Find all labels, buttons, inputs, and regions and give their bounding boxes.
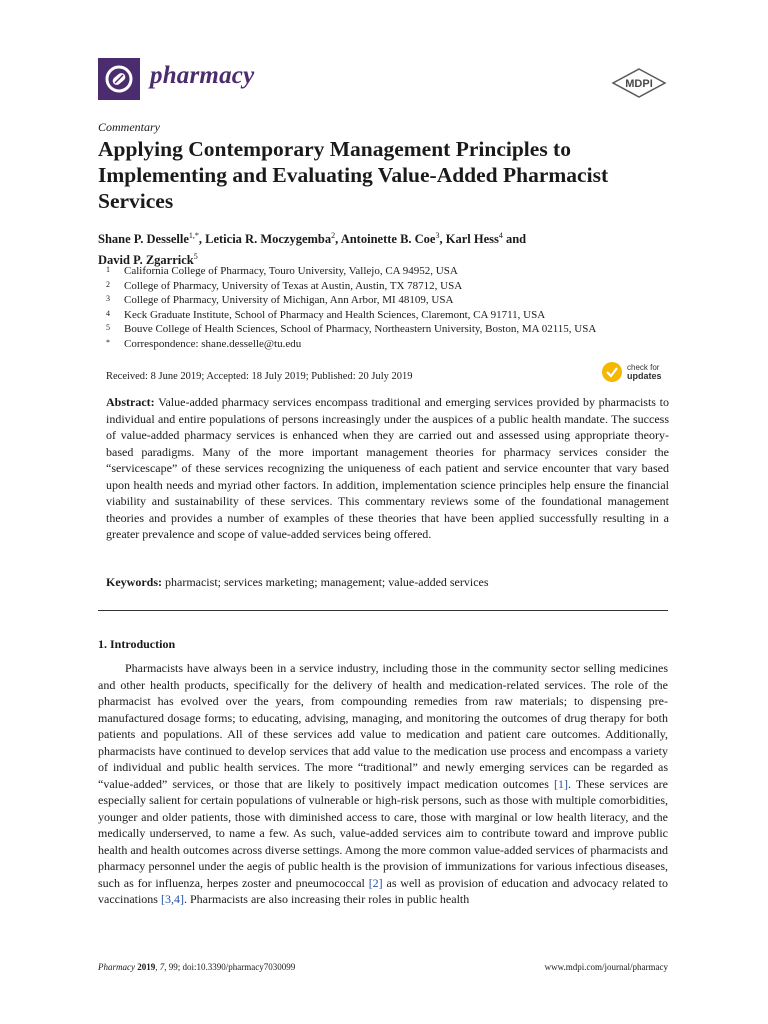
affiliation-number: 5 [106,323,110,332]
affiliation-list [98,264,678,351]
affiliation-number: 3 [106,294,110,303]
affiliation-row [98,337,678,352]
publication-dates: Received: 8 June 2019; Accepted: 18 July 2019; Published: 20 July 2019 [106,371,413,382]
affiliation-number: 2 [106,279,110,289]
footer-journal: Pharmacy [98,962,135,972]
footer-citation: Pharmacy 2019, 7, 99; doi:10.3390/pharmacy7030099 [98,962,296,972]
affiliation-row [98,293,678,308]
affiliation-row [98,279,678,294]
citation-link-2[interactable]: [2] [368,875,383,890]
intro-text-part1: Pharmacists have always been in a service industry, including those in the community sector selling medicines and other health products, specifically for the delivery of health and medication-related services. The role of the pharmacist has evolved over the years, from compounding remedies from raw materials; to dispensing pre-manufactured dosage forms; to educating, advising, managing, and monitoring the outcomes of drug therapy for both patients and populations. All of these services add value to medication and patient care outcomes. Additionally, pharmacists have continued to develop services that add value to the medication use process and encompass a variety of individual and public health services. The more “traditional” and newly emerging services can be regarded as “value-added” services, or those that are likely to positively impact medication outcomes [98,661,668,791]
affiliation-row [98,308,678,323]
journal-name: pharmacy [150,62,255,89]
affiliation-text: Bouve College of Health Sciences, School of Pharmacy, Northeastern University, Boston, MA 02115, USA [124,323,597,335]
author-name: Leticia R. Moczygemba [205,232,332,247]
affiliation-row [98,264,678,279]
author-affiliation-marker: 1,* [188,231,199,240]
intro-text-part4: . Pharmacists are also increasing their roles in public health [183,892,470,906]
author-separator: , [198,232,206,247]
affiliation-row [98,322,678,337]
intro-text-part3: as well as provision of education and advocacy related to vaccinations [98,875,668,906]
affiliation-number: 4 [106,308,110,318]
author-affiliation-marker: 2 [331,231,336,240]
check-for-updates-icon [601,361,623,383]
journal-logo-icon [98,58,140,100]
author-affiliation-marker: 5 [193,252,198,262]
footer-pages: 99; doi:10.3390/pharmacy7030099 [168,962,296,972]
check-for-updates-badge[interactable] [601,361,662,383]
check-updates-line1: check for [627,363,660,372]
keywords-label: Keywords: [106,575,162,589]
affiliation-number: * [106,337,110,347]
section-heading-introduction: 1. Introduction [98,637,176,651]
affiliation-text: Correspondence: shane.desselle@tu.edu [124,337,302,350]
section-divider [98,610,668,611]
introduction-paragraph [98,660,668,908]
author-name: Shane P. Desselle [98,232,189,247]
keywords [106,574,669,590]
affiliation-text: California College of Pharmacy, Touro University, Vallejo, CA 94952, USA [124,265,458,277]
footer-journal-url[interactable]: www.mdpi.com/journal/pharmacy [544,962,668,972]
affiliation-text: Keck Graduate Institute, School of Pharmacy and Health Sciences, Claremont, CA 91711, USA [124,308,546,321]
mdpi-logo-icon [611,68,667,98]
author-name: Karl Hess [445,232,499,247]
article-title: Applying Contemporary Management Principles to Implementing and Evaluating Value-Added Pharmacist Services [98,137,609,213]
author-affiliation-marker: 4 [498,231,503,240]
affiliation-text: College of Pharmacy, University of Michigan, Ann Arbor, MI 48109, USA [124,294,454,306]
keywords-text: pharmacist; services marketing; management; value-added services [165,575,489,589]
author-separator: , [335,232,341,247]
citation-link-3-4[interactable]: [3,4] [160,892,184,906]
citation-link-1[interactable]: [1] [553,776,568,791]
mdpi-logo-text: MDPI [625,78,653,90]
affiliation-text: College of Pharmacy, University of Texas at Austin, Austin, TX 78712, USA [124,279,463,292]
author-separator: , [439,232,446,247]
article-type: Commentary [98,120,160,134]
footer-volume: 7 [159,962,165,972]
abstract [106,394,669,543]
intro-text-part2: . These services are especially salient for certain populations of vulnerable or high-risk persons, such as those with multiple comorbidities, younger and older patients, those with diminished access to care, those with marginal or low health literacy, and the medically underserved, to name a few. As such, value-added services aim to contribute toward and improve public health and health outcomes across diverse settings. Among the more common value-added services of pharmacists and pharmacy personnel under the aegis of public health is the provision of immunizations for various infectious diseases, such as for influenza, herpes zoster and pneumococcal [98,776,668,890]
author-name: David P. Zgarrick [98,253,194,268]
abstract-label: Abstract: [106,395,155,409]
author-affiliation-marker: 3 [435,231,440,240]
abstract-text: Value-added pharmacy services encompass traditional and emerging services provided by pharmacists to individual and entire populations of persons increasingly under the auspices of a public health mandate. The success of value-added pharmacy services is enhanced when they are carried out and assessed using appropriate theory-based paradigms. Many of the more important management theories for pharmacy services consider the “servicescape” of these services recognizing the uniqueness of each patient and service encounter that vary based upon health needs and myriad other factors. In addition, implementation science principles help ensure the financial viability and sustainability of these services. This commentary reviews some of the foundational management theories and provides a number of examples of these theories that have been applied successfully resulting in a greater prevalence and scope of value-added services being offered. [106,395,669,541]
author-name: Antoinette B. Coe [340,232,436,247]
footer-year: 2019 [137,962,156,972]
author-conjunction: and [505,232,527,247]
check-updates-line2: updates [627,371,662,381]
author-list [98,227,678,269]
affiliation-number: 1 [106,265,110,274]
